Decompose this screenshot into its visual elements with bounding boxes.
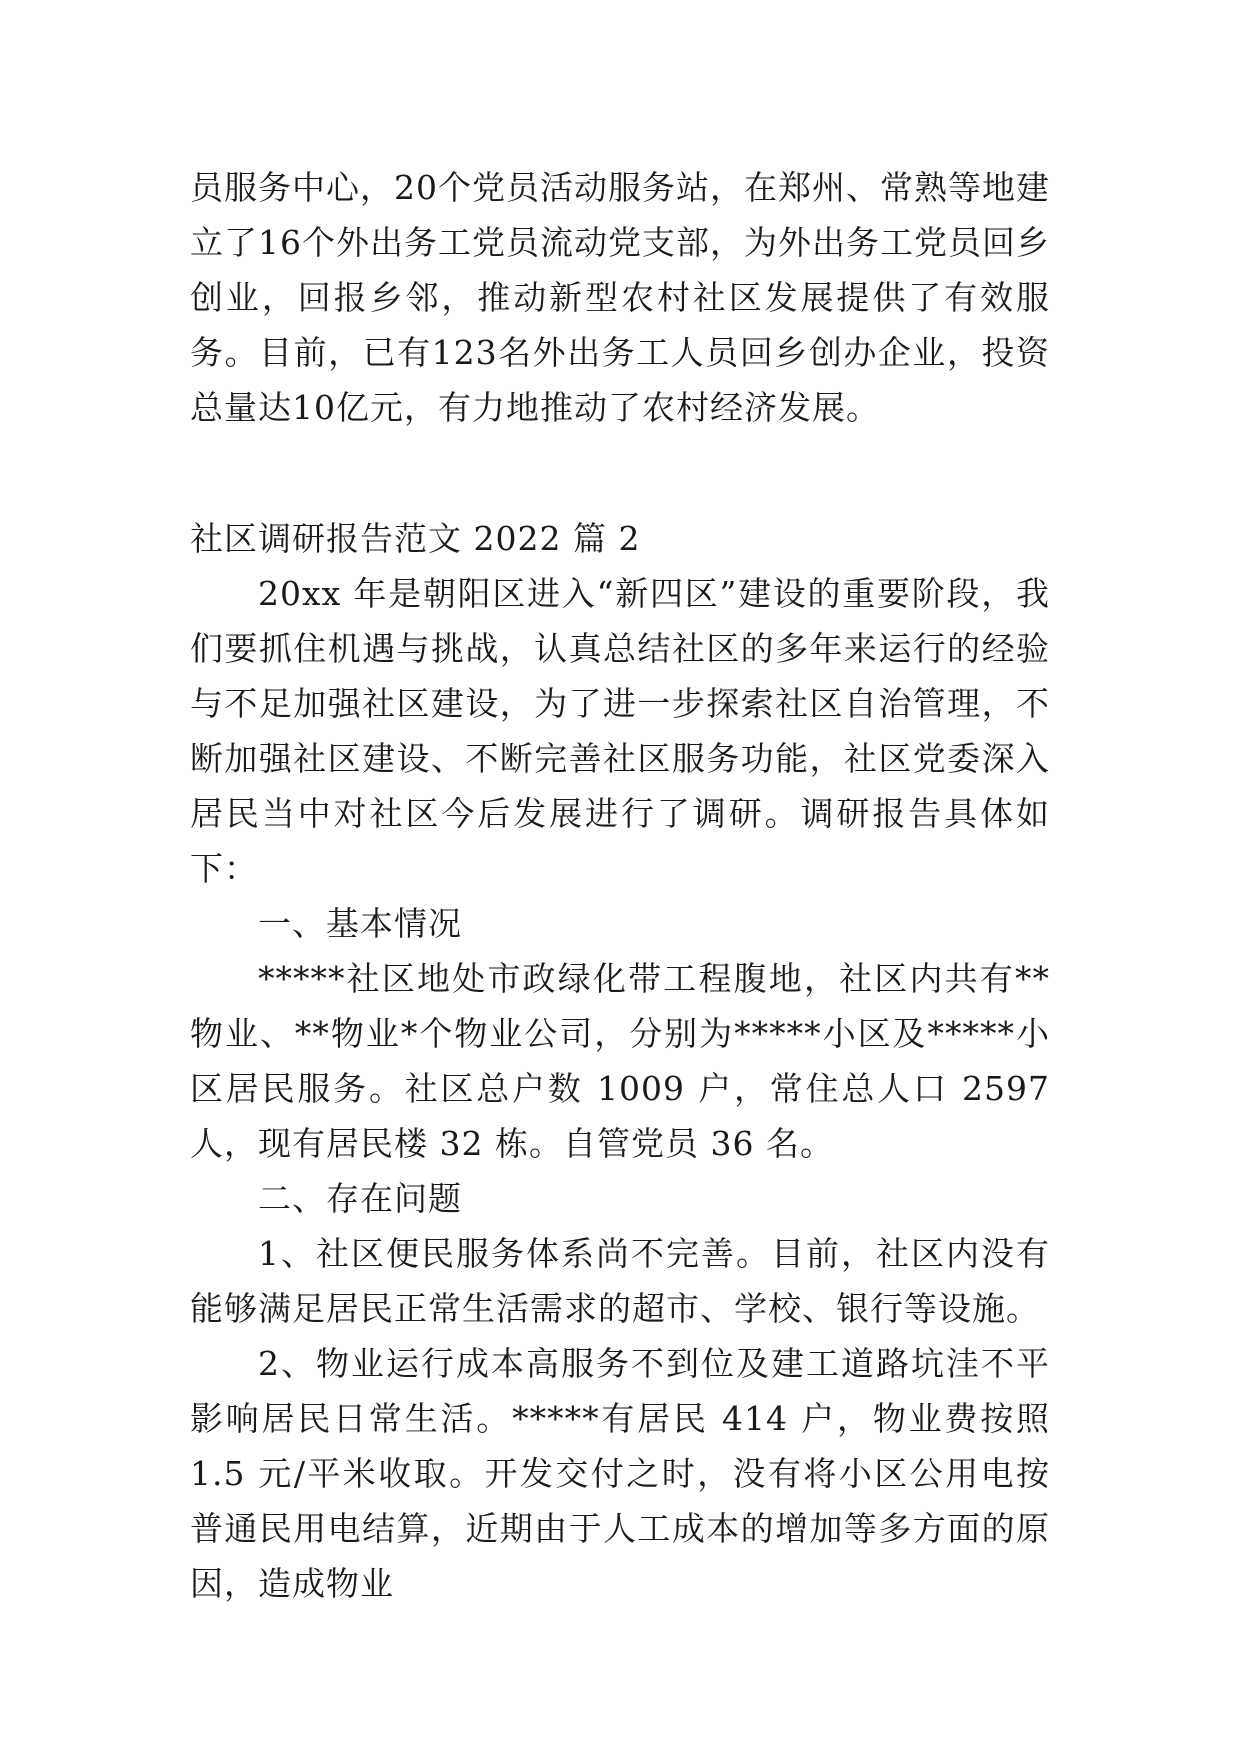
main-text-block: [190, 511, 1050, 1611]
continued-paragraph: 员服务中心，20个党员活动服务站，在郑州、常熟等地建立了16个外出务工党员流动党支部，为外出务工党员回乡创业，回报乡邻，推动新型农村社区发展提供了有效服务。目前，已有123名外出务工人员回乡创办企业，投资总量达10亿元，有力地推动了农村经济发展。: [190, 168, 1050, 427]
basic-situation-paragraph: *****社区地处市政绿化带工程腹地，社区内共有**物业、**物业*个物业公司，分别为*****小区及*****小区居民服务。社区总户数 1009 户，常住总人口 2597 人，现有居民楼 32 栋。自管党员 36 名。: [190, 959, 1050, 1163]
heading-existing-problems: 二、存在问题: [258, 1179, 462, 1218]
heading-basic-situation: 一、基本情况: [258, 904, 462, 943]
problem-item-1: 1、社区便民服务体系尚不完善。目前，社区内没有能够满足居民正常生活需求的超市、学校、银行等设施。: [190, 1234, 1050, 1328]
problem-item-2: 2、物业运行成本高服务不到位及建工道路坑洼不平影响居民日常生活。*****有居民 414 户，物业费按照 1.5 元/平米收取。开发交付之时，没有将小区公用电按普通民用电结算，近期由于人工成本的增加等多方面的原因，造成物业: [190, 1344, 1050, 1603]
section-title: 社区调研报告范文 2022 篇 2: [190, 519, 641, 558]
intro-paragraph: 20xx 年是朝阳区进入“新四区”建设的重要阶段，我们要抓住机遇与挑战，认真总结社区的多年来运行的经验与不足加强社区建设，为了进一步探索社区自治管理，不断加强社区建设、不断完善社区服务功能，社区党委深入居民当中对社区今后发展进行了调研。调研报告具体如下：: [190, 574, 1050, 888]
top-text-block: [190, 160, 1050, 435]
